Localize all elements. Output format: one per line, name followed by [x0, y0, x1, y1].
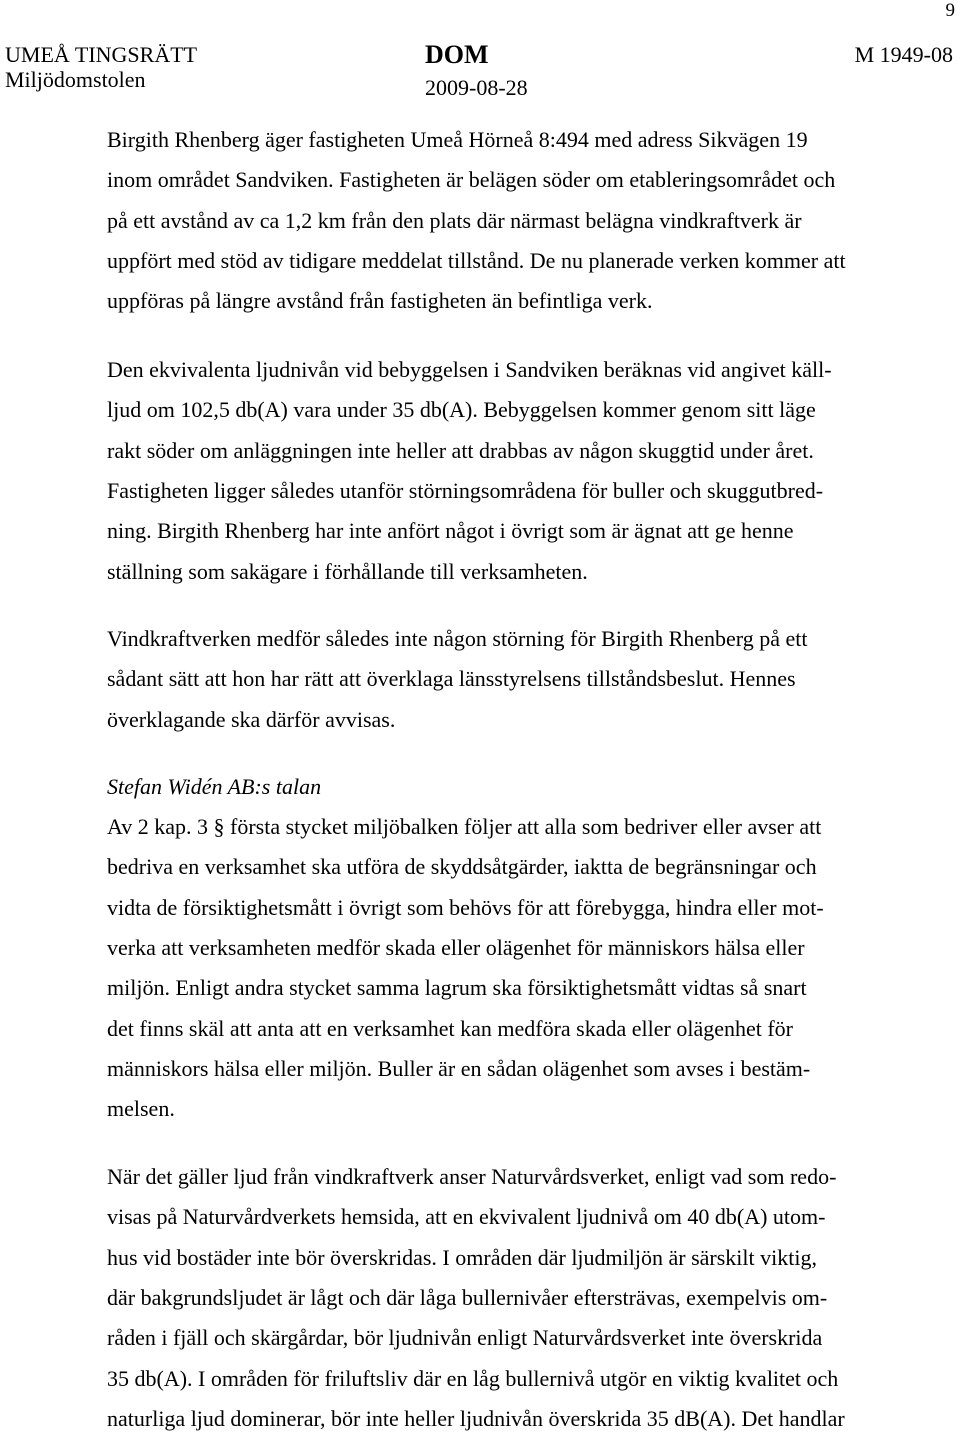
department-name: Miljödomstolen	[5, 67, 146, 92]
text-line: sådant sätt att hon har rätt att överklaga länsstyrelsens tillståndsbeslut. Hennes	[107, 666, 796, 692]
paragraph-naturvardsverket-guidance	[107, 1165, 845, 1431]
text-line: rakt söder om anläggningen inte heller att drabbas av någon skuggtid under året.	[107, 437, 814, 463]
paragraph-noise-level	[107, 358, 832, 584]
text-line: på ett avstånd av ca 1,2 km från den plats där närmast belägna vindkraftverk är	[107, 207, 802, 233]
text-line: vidta de försiktighetsmått i övrigt som behövs för att förebygga, hindra eller mot-	[107, 894, 824, 920]
paragraph-property-location	[107, 128, 846, 313]
text-line: uppfört med stöd av tidigare meddelat tillstånd. De nu planerade verken kommer att	[107, 247, 846, 273]
text-line: verka att verksamheten medför skada eller olägenhet för människors hälsa eller	[107, 934, 805, 960]
section-heading-text: Stefan Widén AB:s talan	[107, 774, 322, 799]
text-line: ljud om 102,5 db(A) vara under 35 db(A). Bebyggelsen kommer genom sitt läge	[107, 397, 816, 423]
text-line: Vindkraftverken medför således inte någon störning för Birgith Rhenberg på ett	[107, 626, 808, 651]
text-line: råden i fjäll och skärgårdar, bör ljudnivån enligt Naturvårdsverket inte överskrida	[107, 1325, 823, 1351]
text-line: Av 2 kap. 3 § första stycket miljöbalken följer att alla som bedriver eller avser att	[107, 814, 822, 839]
text-line: där bakgrundsljudet är lågt och där låga bullernivåer eftersträvas, exempelvis om-	[107, 1284, 828, 1310]
text-line: visas på Naturvårdverkets hemsida, att en ekvivalent ljudnivå om 40 db(A) utom-	[107, 1204, 826, 1230]
text-line: När det gäller ljud från vindkraftverk anser Naturvårdsverket, enligt vad som redo-	[107, 1164, 837, 1189]
text-line: uppföras på längre avstånd från fastigheten än befintliga verk.	[107, 288, 653, 314]
document-date: 2009-08-28	[425, 75, 528, 100]
text-line: 35 db(A). I områden för friluftsliv där en låg bullernivå utgör en viktig kvalitet och	[107, 1365, 839, 1391]
text-line: människors hälsa eller miljön. Buller är en sådan olägenhet som avses i bestäm-	[107, 1055, 811, 1081]
text-line: miljön. Enligt andra stycket samma lagrum ska försiktighetsmått vidtas så snart	[107, 975, 807, 1001]
text-line: Birgith Rhenberg äger fastigheten Umeå Hörneå 8:494 med adress Sikvägen 19	[107, 127, 808, 152]
paragraph-conclusion	[107, 627, 807, 732]
text-line: överklagande ska därför avvisas.	[107, 706, 396, 732]
court-name: UMEÅ TINGSRÄTT	[5, 42, 198, 67]
page-number: 9	[945, 0, 955, 21]
text-line: ning. Birgith Rhenberg har inte anfört något i övrigt som är ägnat att ge henne	[107, 518, 794, 544]
paragraph-environmental-code	[107, 815, 824, 1121]
text-line: det finns skäl att anta att en verksamhet kan medföra skada eller olägenhet för	[107, 1015, 794, 1041]
text-line: inom området Sandviken. Fastigheten är belägen söder om etableringsområdet och	[107, 167, 836, 193]
text-line: melsen.	[107, 1096, 175, 1122]
document-type: DOM	[425, 40, 489, 69]
text-line: Den ekvivalenta ljudnivån vid bebyggelsen i Sandviken beräknas vid angivet käll-	[107, 357, 832, 382]
text-line: hus vid bostäder inte bör överskridas. I områden där ljudmiljön är särskilt viktig,	[107, 1244, 817, 1270]
text-line: Fastigheten ligger således utanför störningsområdena för buller och skuggutbred-	[107, 477, 824, 503]
section-heading	[107, 775, 321, 799]
text-line: ställning som sakägare i förhållande till verksamheten.	[107, 558, 588, 584]
text-line: bedriva en verksamhet ska utföra de skyddsåtgärder, iaktta de begränsningar och	[107, 854, 817, 880]
case-number: M 1949-08	[854, 42, 953, 67]
text-line: naturliga ljud dominerar, bör inte heller ljudnivån överskrida 35 dB(A). Det handlar	[107, 1405, 845, 1431]
